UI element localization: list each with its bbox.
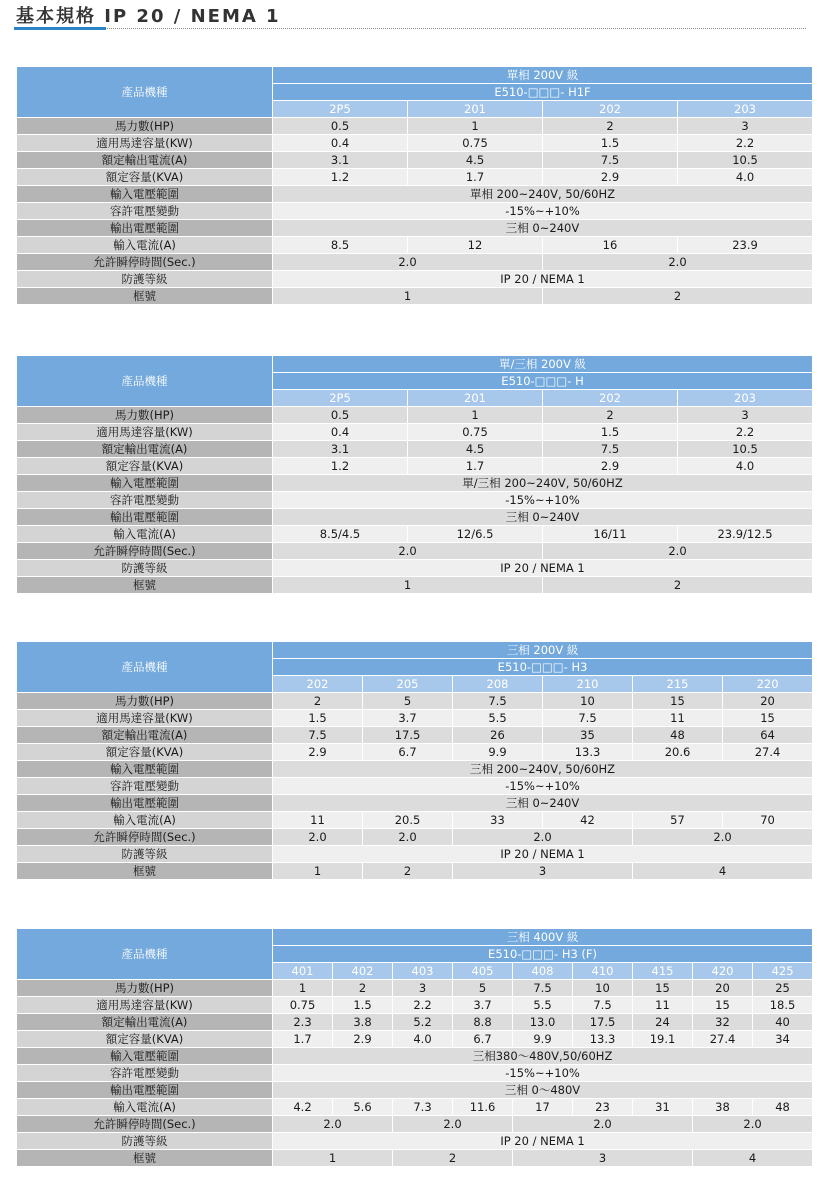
- product-model-label: 產品機種: [17, 67, 272, 117]
- row-label: 輸入電壓範圍: [17, 760, 272, 777]
- cell-value: 34: [752, 1030, 812, 1047]
- cell-value: 8.5: [272, 236, 407, 253]
- cell-value: 4.2: [272, 1098, 332, 1115]
- row-label: 防護等級: [17, 845, 272, 862]
- row-label: 允許瞬停時間(Sec.): [17, 542, 272, 559]
- voltage-tolerance-row: [17, 1064, 812, 1081]
- row-label: 容許電壓變動: [17, 777, 272, 794]
- row-label: 允許瞬停時間(Sec.): [17, 253, 272, 270]
- model-code: 405: [452, 963, 512, 979]
- model-code: 425: [752, 963, 812, 979]
- cell-value: 3: [392, 979, 452, 996]
- cell-value: 2: [542, 406, 677, 423]
- row-label: 輸入電流(A): [17, 236, 272, 253]
- cell-value: 5: [452, 979, 512, 996]
- model-code: 220: [722, 676, 812, 692]
- spec-table: [17, 929, 812, 1166]
- cell-value: 2.0: [632, 828, 812, 845]
- cell-value: 0.75: [272, 996, 332, 1013]
- cell-value: 7.5: [542, 440, 677, 457]
- row-label: 輸入電流(A): [17, 1098, 272, 1115]
- cell-value: 42: [542, 811, 632, 828]
- series-code: E510-□□□- H: [272, 373, 812, 390]
- cell-value: 15: [632, 979, 692, 996]
- cell-value: 2.9: [272, 743, 362, 760]
- cell-value: 2.0: [272, 828, 362, 845]
- cell-value: 7.5: [572, 996, 632, 1013]
- cell-value: 1: [272, 287, 542, 304]
- product-model-label: 產品機種: [17, 642, 272, 692]
- cell-value: 10.5: [677, 440, 812, 457]
- cell-value: 5.5: [452, 709, 542, 726]
- row-label: 框號: [17, 1149, 272, 1166]
- cell-value: 17: [512, 1098, 572, 1115]
- cell-value: 7.5: [272, 726, 362, 743]
- motor-kw-row: [17, 996, 812, 1013]
- model-code: 2P5: [272, 390, 407, 406]
- cell-value: 11: [272, 811, 362, 828]
- cell-value: 7.5: [452, 692, 542, 709]
- row-label: 額定輸出電流(A): [17, 726, 272, 743]
- row-label: 額定容量(KVA): [17, 457, 272, 474]
- cell-value: 2.0: [272, 253, 542, 270]
- input-current-row: [17, 1098, 812, 1115]
- model-code: 202: [542, 101, 677, 117]
- model-code: 403: [392, 963, 452, 979]
- ride-through-row: [17, 828, 812, 845]
- page-title: 基本規格 IP 20 / NEMA 1: [16, 6, 281, 27]
- cell-value: 40: [752, 1013, 812, 1030]
- cell-value: 57: [632, 811, 722, 828]
- row-label: 馬力數(HP): [17, 979, 272, 996]
- cell-value: 20: [692, 979, 752, 996]
- model-code: 202: [542, 390, 677, 406]
- cell-value: 2.9: [332, 1030, 392, 1047]
- row-label: 輸出電壓範圍: [17, 219, 272, 236]
- cell-value: 三相 0～480V: [272, 1081, 812, 1098]
- cell-value: 2.0: [542, 253, 812, 270]
- cell-value: IP 20 / NEMA 1: [272, 845, 812, 862]
- cell-value: 5: [362, 692, 452, 709]
- cell-value: 24: [632, 1013, 692, 1030]
- cell-value: IP 20 / NEMA 1: [272, 559, 812, 576]
- cell-value: 3: [452, 862, 632, 879]
- series-code: E510-□□□- H3: [272, 659, 812, 676]
- model-code: 210: [542, 676, 632, 692]
- cell-value: 13.3: [572, 1030, 632, 1047]
- cell-value: 6.7: [452, 1030, 512, 1047]
- cell-value: 2.0: [272, 542, 542, 559]
- cell-value: 2.0: [512, 1115, 692, 1132]
- output-voltage-row: [17, 508, 812, 525]
- cell-value: 單/三相 200~240V, 50/60HZ: [272, 474, 812, 491]
- rated-current-row: [17, 440, 812, 457]
- hp-row: [17, 117, 812, 134]
- series-code: E510-□□□- H1F: [272, 84, 812, 101]
- cell-value: 9.9: [512, 1030, 572, 1047]
- cell-value: 2.9: [542, 168, 677, 185]
- cell-value: -15%~+10%: [272, 777, 812, 794]
- protection-row: [17, 1132, 812, 1149]
- model-code: 2P5: [272, 101, 407, 117]
- hp-row: [17, 979, 812, 996]
- cell-value: 35: [542, 726, 632, 743]
- cell-value: IP 20 / NEMA 1: [272, 270, 812, 287]
- cell-value: 2.0: [692, 1115, 812, 1132]
- cell-value: 27.4: [692, 1030, 752, 1047]
- cell-value: 2: [272, 692, 362, 709]
- model-code: 201: [407, 390, 542, 406]
- row-label: 適用馬達容量(KW): [17, 996, 272, 1013]
- cell-value: 0.4: [272, 423, 407, 440]
- row-label: 防護等級: [17, 559, 272, 576]
- frame-row: [17, 287, 812, 304]
- cell-value: 12: [407, 236, 542, 253]
- cell-value: 6.7: [362, 743, 452, 760]
- input-voltage-row: [17, 474, 812, 491]
- row-label: 輸入電流(A): [17, 811, 272, 828]
- row-label: 馬力數(HP): [17, 117, 272, 134]
- protection-row: [17, 270, 812, 287]
- model-code: 408: [512, 963, 572, 979]
- cell-value: 三相 200~240V, 50/60HZ: [272, 760, 812, 777]
- spec-table: [17, 67, 812, 304]
- cell-value: 10: [572, 979, 632, 996]
- cell-value: 38: [692, 1098, 752, 1115]
- cell-value: 3.7: [362, 709, 452, 726]
- voltage-class-title: 單相 200V 級: [272, 67, 812, 84]
- cell-value: 1: [272, 862, 362, 879]
- row-label: 輸入電流(A): [17, 525, 272, 542]
- row-label: 額定容量(KVA): [17, 168, 272, 185]
- cell-value: 2.3: [272, 1013, 332, 1030]
- row-label: 允許瞬停時間(Sec.): [17, 828, 272, 845]
- protection-row: [17, 845, 812, 862]
- cell-value: 23.9: [677, 236, 812, 253]
- input-current-row: [17, 236, 812, 253]
- hp-row: [17, 406, 812, 423]
- cell-value: 2: [542, 287, 812, 304]
- output-voltage-row: [17, 794, 812, 811]
- frame-row: [17, 576, 812, 593]
- cell-value: 2.2: [392, 996, 452, 1013]
- row-label: 適用馬達容量(KW): [17, 423, 272, 440]
- row-label: 額定輸出電流(A): [17, 440, 272, 457]
- model-code: 202: [272, 676, 362, 692]
- cell-value: 5.6: [332, 1098, 392, 1115]
- cell-value: 1: [272, 979, 332, 996]
- model-code: 203: [677, 390, 812, 406]
- input-current-row: [17, 525, 812, 542]
- cell-value: 1: [272, 1149, 392, 1166]
- model-code: 410: [572, 963, 632, 979]
- cell-value: 25: [752, 979, 812, 996]
- frame-row: [17, 862, 812, 879]
- cell-value: 3.1: [272, 151, 407, 168]
- row-label: 框號: [17, 576, 272, 593]
- cell-value: 15: [632, 692, 722, 709]
- model-code: 215: [632, 676, 722, 692]
- cell-value: 20.6: [632, 743, 722, 760]
- output-voltage-row: [17, 219, 812, 236]
- voltage-tolerance-row: [17, 777, 812, 794]
- row-label: 馬力數(HP): [17, 692, 272, 709]
- row-label: 額定輸出電流(A): [17, 1013, 272, 1030]
- cell-value: 1.7: [272, 1030, 332, 1047]
- cell-value: 10: [542, 692, 632, 709]
- cell-value: 1.5: [542, 134, 677, 151]
- row-label: 額定容量(KVA): [17, 1030, 272, 1047]
- cell-value: 13.3: [542, 743, 632, 760]
- cell-value: 64: [722, 726, 812, 743]
- cell-value: 10.5: [677, 151, 812, 168]
- motor-kw-row: [17, 134, 812, 151]
- cell-value: 20: [722, 692, 812, 709]
- row-label: 輸入電壓範圍: [17, 474, 272, 491]
- cell-value: 2.0: [392, 1115, 512, 1132]
- rated-kva-row: [17, 168, 812, 185]
- model-code: 420: [692, 963, 752, 979]
- model-code: 401: [272, 963, 332, 979]
- cell-value: 三相380～480V,50/60HZ: [272, 1047, 812, 1064]
- row-label: 輸出電壓範圍: [17, 794, 272, 811]
- cell-value: 2: [542, 576, 812, 593]
- input-current-row: [17, 811, 812, 828]
- row-label: 額定輸出電流(A): [17, 151, 272, 168]
- cell-value: 4: [692, 1149, 812, 1166]
- rated-kva-row: [17, 1030, 812, 1047]
- cell-value: 0.75: [407, 423, 542, 440]
- cell-value: 8.8: [452, 1013, 512, 1030]
- row-label: 適用馬達容量(KW): [17, 134, 272, 151]
- cell-value: 2.2: [677, 134, 812, 151]
- rated-current-row: [17, 1013, 812, 1030]
- cell-value: 16/11: [542, 525, 677, 542]
- row-label: 輸出電壓範圍: [17, 1081, 272, 1098]
- cell-value: 7.3: [392, 1098, 452, 1115]
- model-code: 205: [362, 676, 452, 692]
- cell-value: 2.0: [452, 828, 632, 845]
- cell-value: 23.9/12.5: [677, 525, 812, 542]
- row-label: 容許電壓變動: [17, 491, 272, 508]
- row-label: 允許瞬停時間(Sec.): [17, 1115, 272, 1132]
- ride-through-row: [17, 253, 812, 270]
- cell-value: 2.0: [362, 828, 452, 845]
- cell-value: 7.5: [542, 151, 677, 168]
- hp-row: [17, 692, 812, 709]
- cell-value: 17.5: [572, 1013, 632, 1030]
- cell-value: 13.0: [512, 1013, 572, 1030]
- row-label: 輸入電壓範圍: [17, 185, 272, 202]
- cell-value: 4: [632, 862, 812, 879]
- input-voltage-row: [17, 1047, 812, 1064]
- row-label: 容許電壓變動: [17, 1064, 272, 1081]
- cell-value: 0.5: [272, 406, 407, 423]
- row-label: 防護等級: [17, 1132, 272, 1149]
- motor-kw-row: [17, 423, 812, 440]
- frame-row: [17, 1149, 812, 1166]
- voltage-class-title: 三相 400V 級: [272, 929, 812, 946]
- output-voltage-row: [17, 1081, 812, 1098]
- cell-value: 4.5: [407, 440, 542, 457]
- cell-value: 9.9: [452, 743, 542, 760]
- cell-value: 70: [722, 811, 812, 828]
- row-label: 容許電壓變動: [17, 202, 272, 219]
- voltage-tolerance-row: [17, 202, 812, 219]
- cell-value: 15: [722, 709, 812, 726]
- cell-value: 2: [362, 862, 452, 879]
- cell-value: 2.0: [542, 542, 812, 559]
- cell-value: 3.7: [452, 996, 512, 1013]
- cell-value: 23: [572, 1098, 632, 1115]
- cell-value: -15%~+10%: [272, 1064, 812, 1081]
- protection-row: [17, 559, 812, 576]
- rated-current-row: [17, 726, 812, 743]
- voltage-class-title: 三相 200V 級: [272, 642, 812, 659]
- input-voltage-row: [17, 760, 812, 777]
- cell-value: 26: [452, 726, 542, 743]
- cell-value: 16: [542, 236, 677, 253]
- cell-value: 7.5: [542, 709, 632, 726]
- model-code: 201: [407, 101, 542, 117]
- product-model-label: 產品機種: [17, 356, 272, 406]
- cell-value: 3: [677, 406, 812, 423]
- voltage-tolerance-row: [17, 491, 812, 508]
- row-label: 適用馬達容量(KW): [17, 709, 272, 726]
- series-code: E510-□□□- H3 (F): [272, 946, 812, 963]
- cell-value: -15%~+10%: [272, 491, 812, 508]
- cell-value: 2: [332, 979, 392, 996]
- model-code: 415: [632, 963, 692, 979]
- cell-value: 4.0: [392, 1030, 452, 1047]
- cell-value: 2.0: [272, 1115, 392, 1132]
- cell-value: 4.0: [677, 457, 812, 474]
- cell-value: 12/6.5: [407, 525, 542, 542]
- cell-value: 0.5: [272, 117, 407, 134]
- cell-value: 3: [677, 117, 812, 134]
- cell-value: 4.5: [407, 151, 542, 168]
- cell-value: 33: [452, 811, 542, 828]
- cell-value: 48: [752, 1098, 812, 1115]
- cell-value: 11: [632, 996, 692, 1013]
- cell-value: 7.5: [512, 979, 572, 996]
- row-label: 輸出電壓範圍: [17, 508, 272, 525]
- cell-value: 5.5: [512, 996, 572, 1013]
- model-code: 203: [677, 101, 812, 117]
- title-rule: [14, 28, 806, 29]
- cell-value: 1: [407, 117, 542, 134]
- cell-value: 5.2: [392, 1013, 452, 1030]
- cell-value: 1: [407, 406, 542, 423]
- input-voltage-row: [17, 185, 812, 202]
- cell-value: 1.5: [332, 996, 392, 1013]
- cell-value: 0.75: [407, 134, 542, 151]
- cell-value: IP 20 / NEMA 1: [272, 1132, 812, 1149]
- cell-value: 2: [542, 117, 677, 134]
- cell-value: -15%~+10%: [272, 202, 812, 219]
- spec-table: [17, 356, 812, 593]
- cell-value: 1.7: [407, 168, 542, 185]
- ride-through-row: [17, 1115, 812, 1132]
- cell-value: 17.5: [362, 726, 452, 743]
- cell-value: 31: [632, 1098, 692, 1115]
- cell-value: 19.1: [632, 1030, 692, 1047]
- row-label: 防護等級: [17, 270, 272, 287]
- cell-value: 11.6: [452, 1098, 512, 1115]
- cell-value: 3: [512, 1149, 692, 1166]
- page-header: [14, 0, 806, 36]
- cell-value: 48: [632, 726, 722, 743]
- cell-value: 27.4: [722, 743, 812, 760]
- cell-value: 0.4: [272, 134, 407, 151]
- cell-value: 8.5/4.5: [272, 525, 407, 542]
- row-label: 馬力數(HP): [17, 406, 272, 423]
- cell-value: 2.2: [677, 423, 812, 440]
- cell-value: 2: [392, 1149, 512, 1166]
- row-label: 額定容量(KVA): [17, 743, 272, 760]
- cell-value: 1.2: [272, 457, 407, 474]
- cell-value: 20.5: [362, 811, 452, 828]
- rated-kva-row: [17, 743, 812, 760]
- cell-value: 15: [692, 996, 752, 1013]
- row-label: 框號: [17, 287, 272, 304]
- model-code: 208: [452, 676, 542, 692]
- cell-value: 三相 0~240V: [272, 794, 812, 811]
- cell-value: 三相 0~240V: [272, 219, 812, 236]
- cell-value: 單相 200~240V, 50/60HZ: [272, 185, 812, 202]
- cell-value: 32: [692, 1013, 752, 1030]
- cell-value: 2.9: [542, 457, 677, 474]
- rated-kva-row: [17, 457, 812, 474]
- cell-value: 4.0: [677, 168, 812, 185]
- cell-value: 18.5: [752, 996, 812, 1013]
- model-code: 402: [332, 963, 392, 979]
- cell-value: 3.8: [332, 1013, 392, 1030]
- cell-value: 1.7: [407, 457, 542, 474]
- cell-value: 1.2: [272, 168, 407, 185]
- voltage-class-title: 單/三相 200V 級: [272, 356, 812, 373]
- row-label: 輸入電壓範圍: [17, 1047, 272, 1064]
- cell-value: 1.5: [272, 709, 362, 726]
- motor-kw-row: [17, 709, 812, 726]
- cell-value: 3.1: [272, 440, 407, 457]
- rated-current-row: [17, 151, 812, 168]
- spec-table: [17, 642, 812, 879]
- title-accent-bar: [14, 27, 106, 30]
- cell-value: 三相 0~240V: [272, 508, 812, 525]
- row-label: 框號: [17, 862, 272, 879]
- ride-through-row: [17, 542, 812, 559]
- cell-value: 11: [632, 709, 722, 726]
- cell-value: 1.5: [542, 423, 677, 440]
- product-model-label: 產品機種: [17, 929, 272, 979]
- cell-value: 1: [272, 576, 542, 593]
